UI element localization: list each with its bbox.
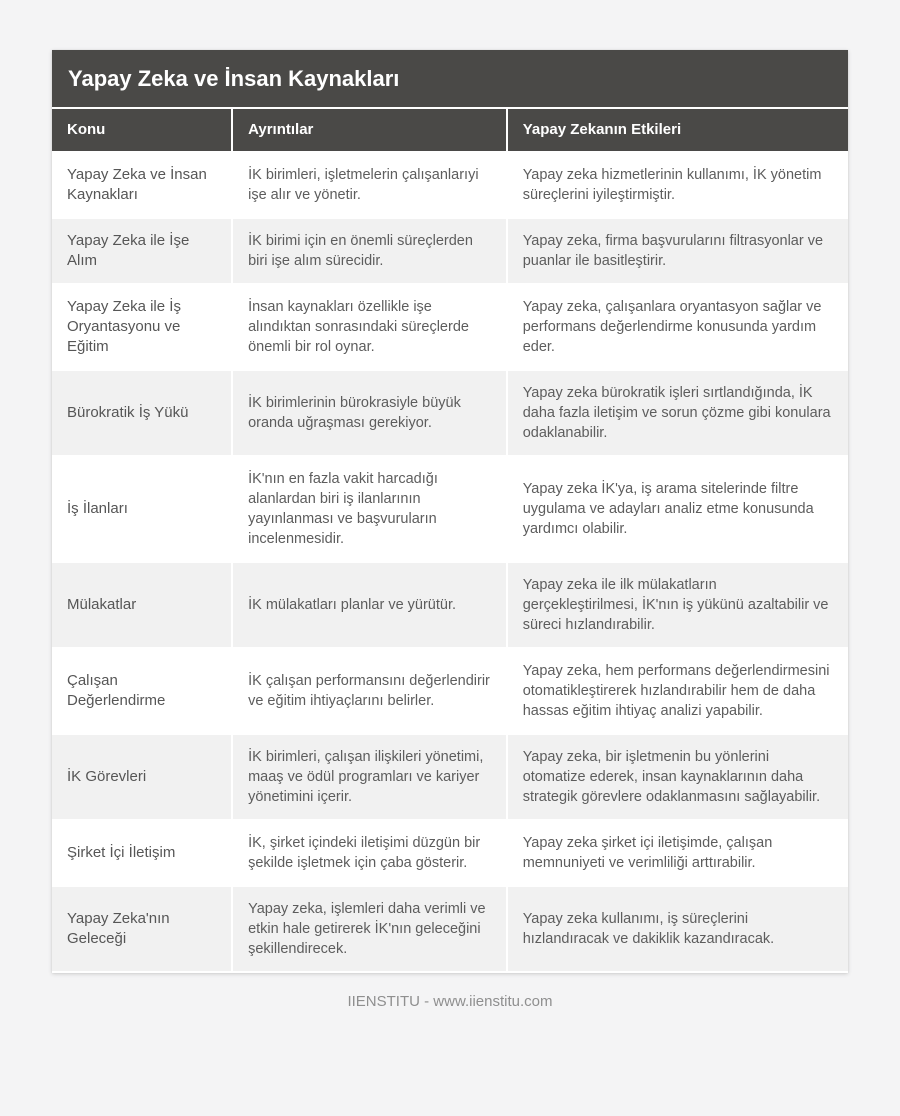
column-header-konu: Konu — [52, 109, 231, 151]
table-row — [52, 371, 848, 455]
ai-effect-cell: Yapay zeka bürokratik işleri sırtlandığında, İK daha fazla iletişim ve sorun çözme gibi konulara odaklanabilir. — [506, 371, 848, 455]
details-cell: İK birimleri, işletmelerin çalışanlarıyi işe alır ve yönetir. — [231, 153, 506, 217]
table-row — [52, 153, 848, 217]
table-row — [52, 457, 848, 561]
table-row — [52, 649, 848, 733]
topic-cell: Bürokratik İş Yükü — [52, 371, 231, 455]
column-header-yapay-zekanin-etkileri: Yapay Zekanın Etkileri — [506, 109, 848, 151]
details-cell: İK birimleri, çalışan ilişkileri yönetimi, maaş ve ödül programları ve kariyer yönetimini içerir. — [231, 735, 506, 819]
topic-cell: İş İlanları — [52, 457, 231, 561]
table-body — [52, 153, 848, 971]
details-cell: İK birimi için en önemli süreçlerden biri işe alım sürecidir. — [231, 219, 506, 283]
table-row — [52, 285, 848, 369]
details-cell: İK mülakatları planlar ve yürütür. — [231, 563, 506, 647]
table-card — [52, 50, 848, 973]
ai-effect-cell: Yapay zeka ile ilk mülakatların gerçekleştirilmesi, İK'nın iş yükünü azaltabilir ve süreci hızlandırabilir. — [506, 563, 848, 647]
topic-cell: Yapay Zeka ile İş Oryantasyonu ve Eğitim — [52, 285, 231, 369]
ai-effect-cell: Yapay zeka, bir işletmenin bu yönlerini otomatize ederek, insan kaynaklarının daha strategik görevlere odaklanmasını sağlayabilir. — [506, 735, 848, 819]
ai-effect-cell: Yapay zeka, hem performans değerlendirmesini otomatikleştirerek hızlandırabilir hem de daha hassas eğitim ihtiyaç analizi yapabilir. — [506, 649, 848, 733]
table-row — [52, 821, 848, 885]
details-cell: İnsan kaynakları özellikle işe alındıktan sonrasındaki süreçlerde önemli bir rol oynar. — [231, 285, 506, 369]
topic-cell: Yapay Zeka'nın Geleceği — [52, 887, 231, 971]
topic-cell: İK Görevleri — [52, 735, 231, 819]
table-row — [52, 219, 848, 283]
details-cell: İK, şirket içindeki iletişimi düzgün bir şekilde işletmek için çaba gösterir. — [231, 821, 506, 885]
ai-effect-cell: Yapay zeka, firma başvurularını filtrasyonlar ve puanlar ile basitleştirir. — [506, 219, 848, 283]
topic-cell: Yapay Zeka ve İnsan Kaynakları — [52, 153, 231, 217]
ai-effect-cell: Yapay zeka hizmetlerinin kullanımı, İK yönetim süreçlerini iyileştirmiştir. — [506, 153, 848, 217]
table-row — [52, 735, 848, 819]
table-title: Yapay Zeka ve İnsan Kaynakları — [52, 50, 848, 107]
table-row — [52, 563, 848, 647]
ai-effect-cell: Yapay zeka, çalışanlara oryantasyon sağlar ve performans değerlendirme konusunda yardım eder. — [506, 285, 848, 369]
hr-ai-table — [52, 107, 848, 973]
ai-effect-cell: Yapay zeka İK'ya, iş arama sitelerinde filtre uygulama ve adayları analiz etme konusunda yardımcı olabilir. — [506, 457, 848, 561]
topic-cell: Yapay Zeka ile İşe Alım — [52, 219, 231, 283]
ai-effect-cell: Yapay zeka şirket içi iletişimde, çalışan memnuniyeti ve verimliliği arttırabilir. — [506, 821, 848, 885]
topic-cell: Şirket İçi İletişim — [52, 821, 231, 885]
topic-cell: Mülakatlar — [52, 563, 231, 647]
footer-credit: IIENSTITU - www.iienstitu.com — [347, 993, 553, 1010]
topic-cell: Çalışan Değerlendirme — [52, 649, 231, 733]
table-row — [52, 887, 848, 971]
table-header-row — [52, 109, 848, 151]
details-cell: İK çalışan performansını değerlendirir ve eğitim ihtiyaçlarını belirler. — [231, 649, 506, 733]
details-cell: İK'nın en fazla vakit harcadığı alanlardan biri iş ilanlarının yayınlanması ve başvuruların incelenmesidir. — [231, 457, 506, 561]
details-cell: Yapay zeka, işlemleri daha verimli ve etkin hale getirerek İK'nın geleceğini şekillendirecek. — [231, 887, 506, 971]
details-cell: İK birimlerinin bürokrasiyle büyük oranda uğraşması gerekiyor. — [231, 371, 506, 455]
column-header-ayrintilar: Ayrıntılar — [231, 109, 506, 151]
ai-effect-cell: Yapay zeka kullanımı, iş süreçlerini hızlandıracak ve dakiklik kazandıracak. — [506, 887, 848, 971]
